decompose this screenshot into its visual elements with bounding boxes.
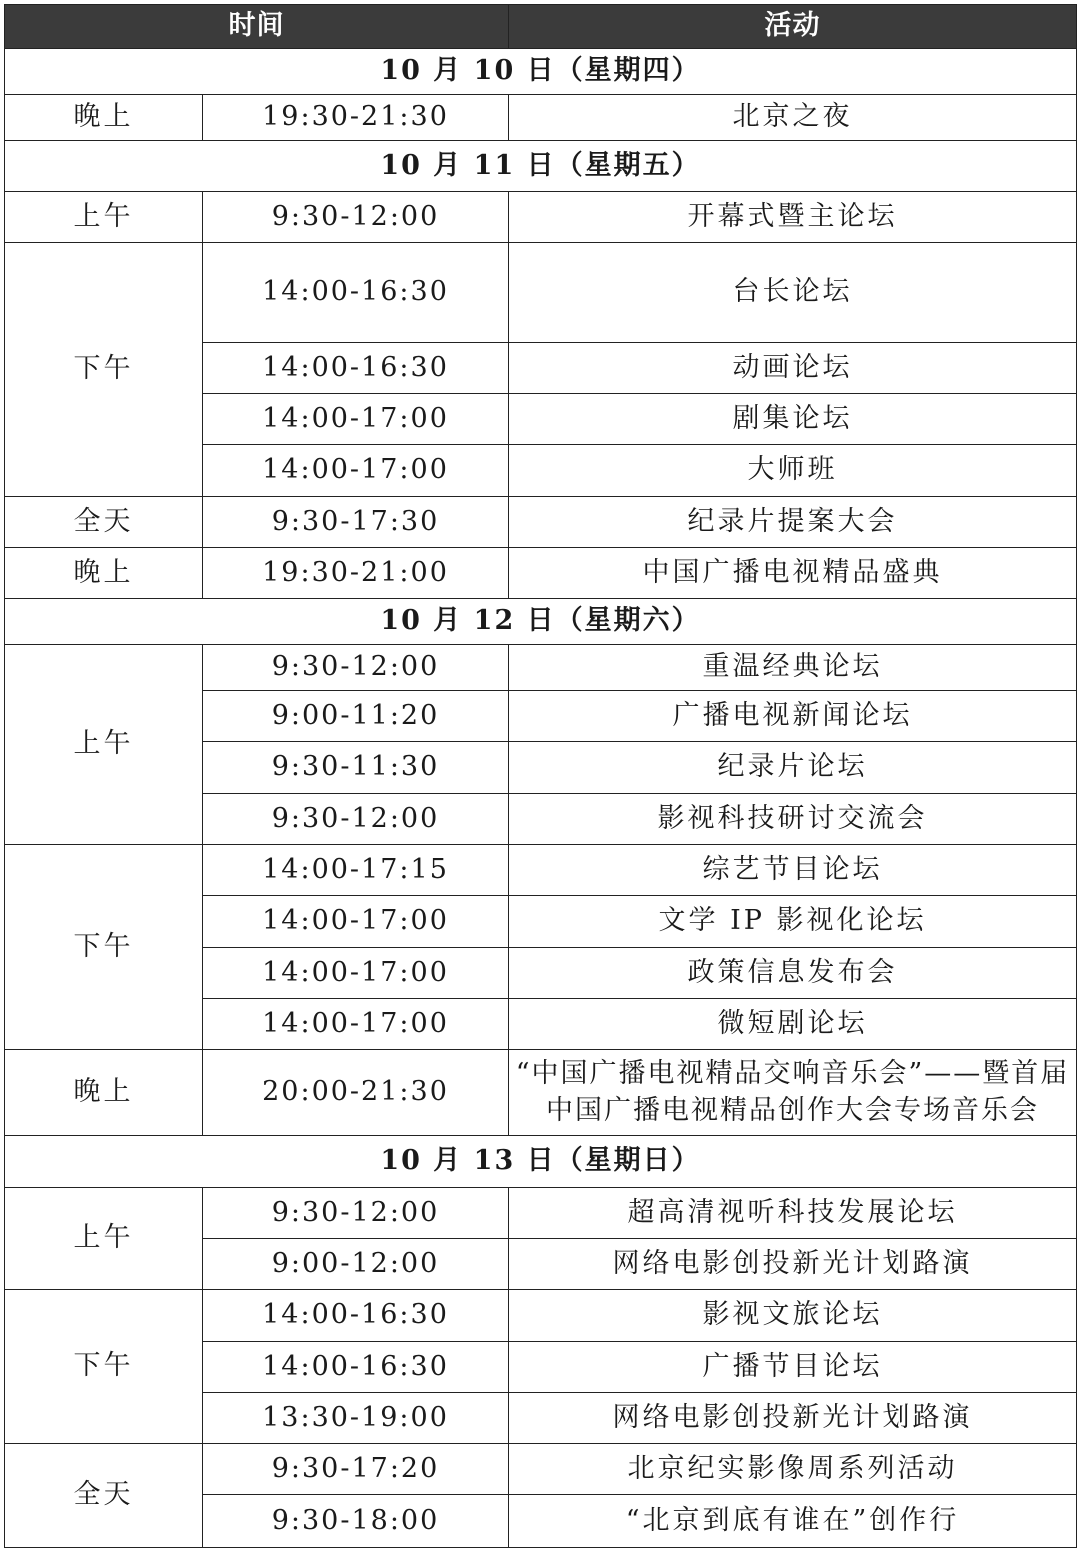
period-cell: 全天 (5, 497, 203, 548)
table-row (5, 548, 1077, 599)
activity-cell: 广播节目论坛 (509, 1342, 1077, 1393)
time-cell: 9:30-12:00 (203, 192, 509, 243)
table-row (5, 497, 1077, 548)
time-cell: 14:00-17:00 (203, 999, 509, 1050)
period-cell: 晚上 (5, 548, 203, 599)
time-cell: 9:30-11:30 (203, 742, 509, 794)
schedule-table (4, 4, 1077, 1548)
activity-cell: 开幕式暨主论坛 (509, 192, 1077, 243)
table-row (5, 845, 1077, 896)
period-cell: 上午 (5, 192, 203, 243)
time-cell: 9:30-12:00 (203, 645, 509, 691)
time-cell: 9:30-18:00 (203, 1495, 509, 1548)
activity-cell: 纪录片论坛 (509, 742, 1077, 794)
time-cell: 9:30-17:20 (203, 1444, 509, 1495)
activity-cell: 动画论坛 (509, 343, 1077, 394)
time-cell: 14:00-16:30 (203, 343, 509, 394)
period-cell: 全天 (5, 1444, 203, 1548)
activity-cell: 超高清视听科技发展论坛 (509, 1188, 1077, 1239)
table-row (5, 95, 1077, 141)
activity-cell: 综艺节目论坛 (509, 845, 1077, 896)
table-row (5, 1444, 1077, 1495)
time-cell: 14:00-17:00 (203, 445, 509, 497)
period-cell: 晚上 (5, 1050, 203, 1136)
time-cell: 14:00-17:15 (203, 845, 509, 896)
activity-cell: 影视科技研讨交流会 (509, 794, 1077, 845)
activity-cell: 广播电视新闻论坛 (509, 691, 1077, 742)
activity-cell: 北京纪实影像周系列活动 (509, 1444, 1077, 1495)
time-cell: 9:00-11:20 (203, 691, 509, 742)
activity-cell: 政策信息发布会 (509, 948, 1077, 999)
period-cell: 上午 (5, 645, 203, 845)
activity-cell: “北京到底有谁在”创作行 (509, 1495, 1077, 1548)
time-cell: 14:00-16:30 (203, 1290, 509, 1342)
time-cell: 9:30-12:00 (203, 794, 509, 845)
time-cell: 9:30-12:00 (203, 1188, 509, 1239)
table-row (5, 243, 1077, 343)
activity-cell: 台长论坛 (509, 243, 1077, 343)
day-heading: 10 月 13 日（星期日） (5, 1136, 1077, 1188)
day-row (5, 141, 1077, 192)
day-heading: 10 月 10 日（星期四） (5, 49, 1077, 95)
day-row (5, 599, 1077, 645)
table-row (5, 1188, 1077, 1239)
time-cell: 20:00-21:30 (203, 1050, 509, 1136)
time-cell: 14:00-16:30 (203, 243, 509, 343)
time-cell: 14:00-16:30 (203, 1342, 509, 1393)
table-row (5, 645, 1077, 691)
day-heading: 10 月 11 日（星期五） (5, 141, 1077, 192)
activity-cell: 剧集论坛 (509, 394, 1077, 445)
time-cell: 9:30-17:30 (203, 497, 509, 548)
time-cell: 9:00-12:00 (203, 1239, 509, 1290)
day-row (5, 1136, 1077, 1188)
header-time: 时间 (5, 5, 509, 49)
activity-cell: 重温经典论坛 (509, 645, 1077, 691)
activity-cell: 网络电影创投新光计划路演 (509, 1393, 1077, 1444)
table-row (5, 1050, 1077, 1136)
time-cell: 14:00-17:00 (203, 896, 509, 948)
day-row (5, 49, 1077, 95)
period-cell: 下午 (5, 845, 203, 1050)
activity-cell: 纪录片提案大会 (509, 497, 1077, 548)
time-cell: 14:00-17:00 (203, 948, 509, 999)
activity-cell: 微短剧论坛 (509, 999, 1077, 1050)
header-activity: 活动 (509, 5, 1077, 49)
schedule-body (5, 49, 1077, 1548)
period-cell: 下午 (5, 243, 203, 497)
period-cell: 晚上 (5, 95, 203, 141)
table-row (5, 1290, 1077, 1342)
day-heading: 10 月 12 日（星期六） (5, 599, 1077, 645)
period-cell: 上午 (5, 1188, 203, 1290)
time-cell: 13:30-19:00 (203, 1393, 509, 1444)
activity-cell: 中国广播电视精品盛典 (509, 548, 1077, 599)
activity-cell: 北京之夜 (509, 95, 1077, 141)
activity-cell: “中国广播电视精品交响音乐会”——暨首届中国广播电视精品创作大会专场音乐会 (509, 1050, 1077, 1136)
activity-cell: 文学 IP 影视化论坛 (509, 896, 1077, 948)
header-row (5, 5, 1077, 49)
table-row (5, 192, 1077, 243)
time-cell: 19:30-21:30 (203, 95, 509, 141)
time-cell: 14:00-17:00 (203, 394, 509, 445)
activity-cell: 大师班 (509, 445, 1077, 497)
time-cell: 19:30-21:00 (203, 548, 509, 599)
period-cell: 下午 (5, 1290, 203, 1444)
activity-cell: 影视文旅论坛 (509, 1290, 1077, 1342)
activity-cell: 网络电影创投新光计划路演 (509, 1239, 1077, 1290)
